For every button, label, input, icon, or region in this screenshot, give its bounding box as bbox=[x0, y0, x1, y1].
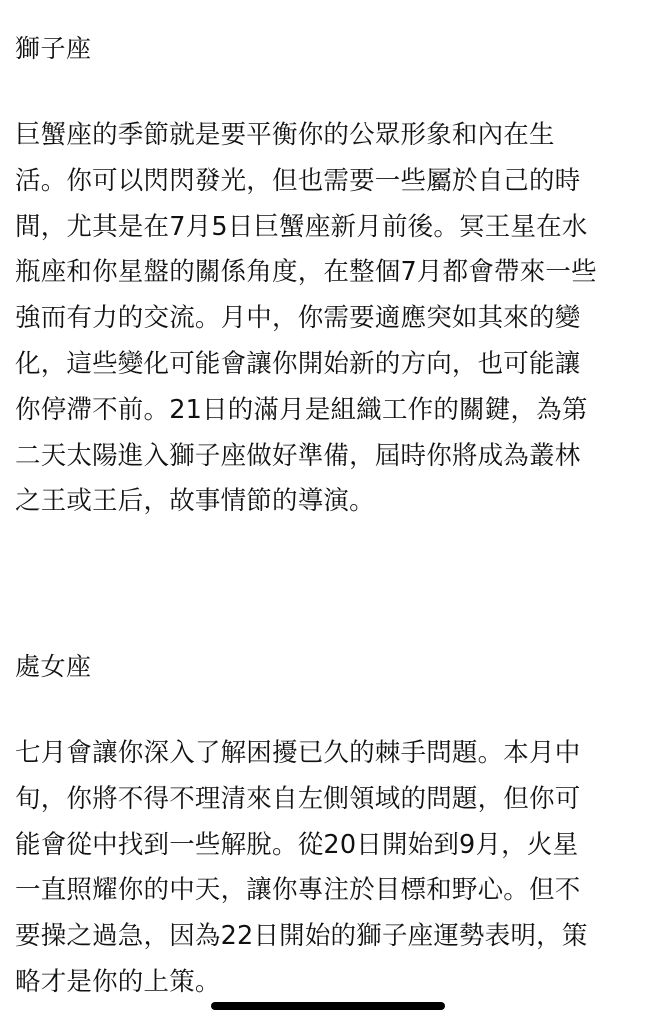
section-body-virgo bbox=[15, 731, 655, 1006]
body-line: 略才是你的上策。 bbox=[15, 966, 221, 997]
body-line: 巨蟹座的季節就是要平衡你的公眾形象和內在生 bbox=[15, 120, 555, 150]
body-line: 七月會讓你深入了解困擾已久的棘手問題。本月中 bbox=[15, 738, 581, 768]
body-line: 一直照耀你的中天，讓你專注於目標和野心。但不 bbox=[15, 875, 581, 906]
section-heading-leo: 獅子座 bbox=[15, 34, 92, 63]
body-line: 間，尤其是在7月5日巨蟹座新月前後。冥王星在水 bbox=[15, 211, 588, 242]
body-line: 強而有力的交流。月中，你需要適應突如其來的變 bbox=[15, 303, 581, 334]
home-indicator-bar[interactable] bbox=[211, 1002, 445, 1010]
body-line: 能會從中找到一些解脫。從20日開始到9月，火星 bbox=[15, 829, 579, 860]
body-line: 化，這些變化可能會讓你開始新的方向，也可能讓 bbox=[15, 348, 581, 379]
section-heading-virgo: 處女座 bbox=[15, 652, 92, 681]
body-line: 你停滯不前。21日的滿月是組織工作的關鍵，為第 bbox=[15, 394, 588, 425]
body-line: 活。你可以閃閃發光，但也需要一些屬於自己的時 bbox=[15, 165, 581, 196]
body-line: 瓶座和你星盤的關係角度，在整個7月都會帶來一些 bbox=[15, 257, 597, 288]
section-body-leo bbox=[15, 113, 655, 525]
body-line: 旬，你將不得不理清來自左側領域的問題，但你可 bbox=[15, 783, 581, 814]
body-line: 要操之過急，因為22日開始的獅子座運勢表明，策 bbox=[15, 921, 588, 952]
body-line: 二天太陽進入獅子座做好準備，屆時你將成為叢林 bbox=[15, 440, 581, 471]
body-line: 之王或王后，故事情節的導演。 bbox=[15, 486, 375, 517]
